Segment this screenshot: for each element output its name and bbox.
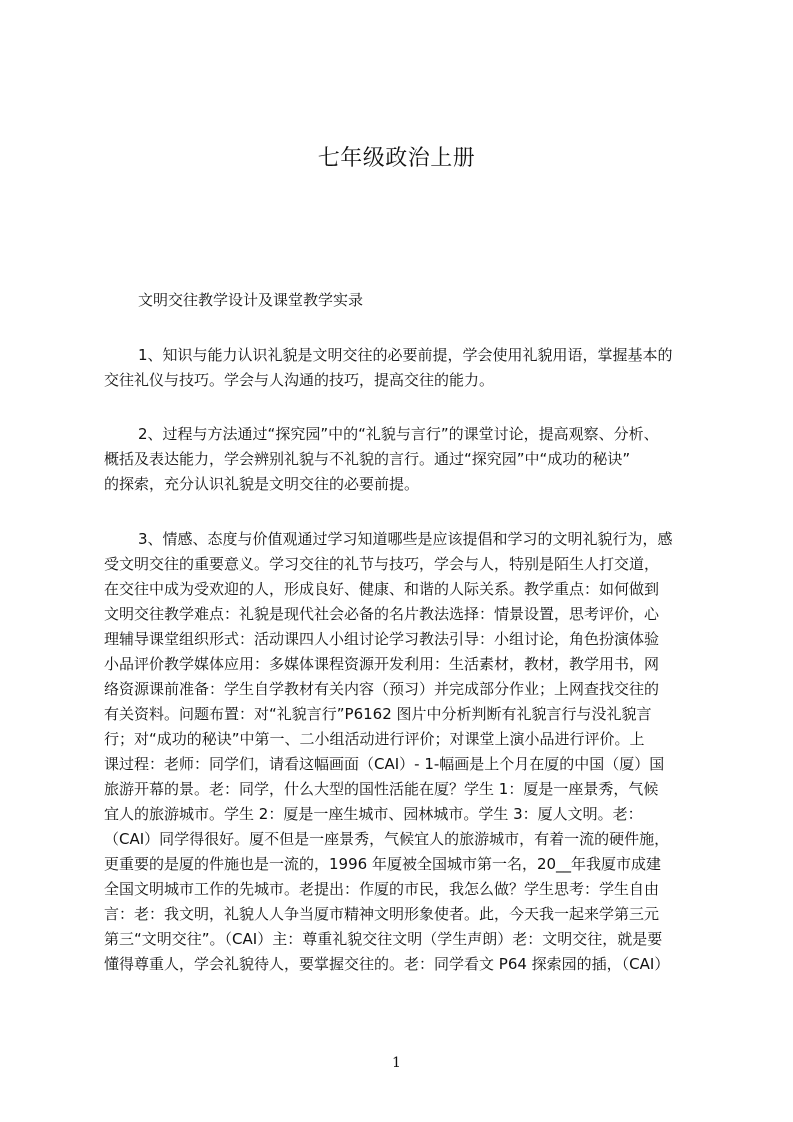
text-line: 理辅导课堂组织形式：活动课四人小组讨论学习教法引导：小组讨论，角色扮演体验 xyxy=(104,630,660,648)
text-line: 1、知识与能力认识礼貌是文明交往的必要前提，学会使用礼貌用语，掌握基本的 xyxy=(138,346,673,364)
paragraph-objective-2 xyxy=(104,422,718,497)
text-line: 受文明交往的重要意义。学习交往的礼节与技巧，学会与人，特别是陌生人打交道， xyxy=(104,555,660,573)
text-line: 课过程：老师：同学们，请看这幅画面（CAI）- 1-幅画是上个月在厦的中国（厦）国 xyxy=(104,755,665,773)
text-line: 2、过程与方法通过“探究园”中的“礼貌与言行”的课堂讨论，提高观察、分析、 xyxy=(138,425,659,443)
text-line: 行；对“成功的秘诀”中第一、二小组活动进行评价；对课堂上演小品进行评价。上 xyxy=(104,730,645,748)
document-subtitle: 文明交往教学设计及课堂教学实录 xyxy=(138,291,364,309)
text-line: 更重要的是厦的件施也是一流的，1996 年厦被全国城市第一名，20__年我厦市成建 xyxy=(104,855,662,873)
paragraph-objective-1 xyxy=(104,343,718,393)
text-line: 的探索，充分认识礼貌是文明交往的必要前提。 xyxy=(104,475,420,493)
text-line: 3、情感、态度与价值观通过学习知道哪些是应该提倡和学习的文明礼貌行为，感 xyxy=(138,530,673,548)
text-line: 言：老：我文明，礼貌人人争当厦市精神文明形象使者。此，今天我一起来学第三元 xyxy=(104,905,660,923)
text-line: （CAI）同学得很好。厦不但是一座景秀，气候宜人的旅游城市，有着一流的硬件施， xyxy=(104,830,670,848)
text-line: 在交往中成为受欢迎的人，形成良好、健康、和谐的人际关系。教学重点：如何做到 xyxy=(104,580,660,598)
document-title: 七年级政治上册 xyxy=(317,146,476,171)
text-line: 文明交往教学难点：礼貌是现代社会必备的名片教法选择：情景设置，思考评价，心 xyxy=(104,605,660,623)
text-line: 旅游开幕的景。老：同学，什么大型的国性活能在厦？学生 1：厦是一座景秀，气候 xyxy=(104,780,659,798)
text-line: 宜人的旅游城市。学生 2：厦是一座生城市、园林城市。学生 3：厦人文明。老： xyxy=(104,805,643,823)
text-line: 有关资料。问题布置：对“礼貌言行”P6162 图片中分析判断有礼貌言行与没礼貌言 xyxy=(104,705,652,723)
text-line: 懂得尊重人，学会礼貌待人，要掌握交往的。老：同学看文 P64 探索园的插，（CAI） xyxy=(104,955,670,973)
text-line: 概括及表达能力，学会辨别礼貌与不礼貌的言行。通过“探究园”中“成功的秘诀” xyxy=(104,450,631,468)
paragraph-objective-3 xyxy=(104,527,718,977)
text-line: 小品评价教学媒体应用：多媒体课程资源开发利用：生活素材，教材，教学用书，网 xyxy=(104,655,660,673)
text-line: 第三“文明交往”。（CAI）主：尊重礼貌交往文明（学生声朗）老：文明交往，就是要 xyxy=(104,930,663,948)
text-line: 交往礼仪与技巧。学会与人沟通的技巧，提高交往的能力。 xyxy=(104,371,495,389)
text-line: 全国文明城市工作的先城市。老提出：作厦的市民，我怎么做？学生思考：学生自由 xyxy=(104,880,660,898)
page-number: 1 xyxy=(392,1055,401,1071)
text-line: 络资源课前准备：学生自学教材有关内容（预习）并完成部分作业；上网查找交往的 xyxy=(104,680,660,698)
